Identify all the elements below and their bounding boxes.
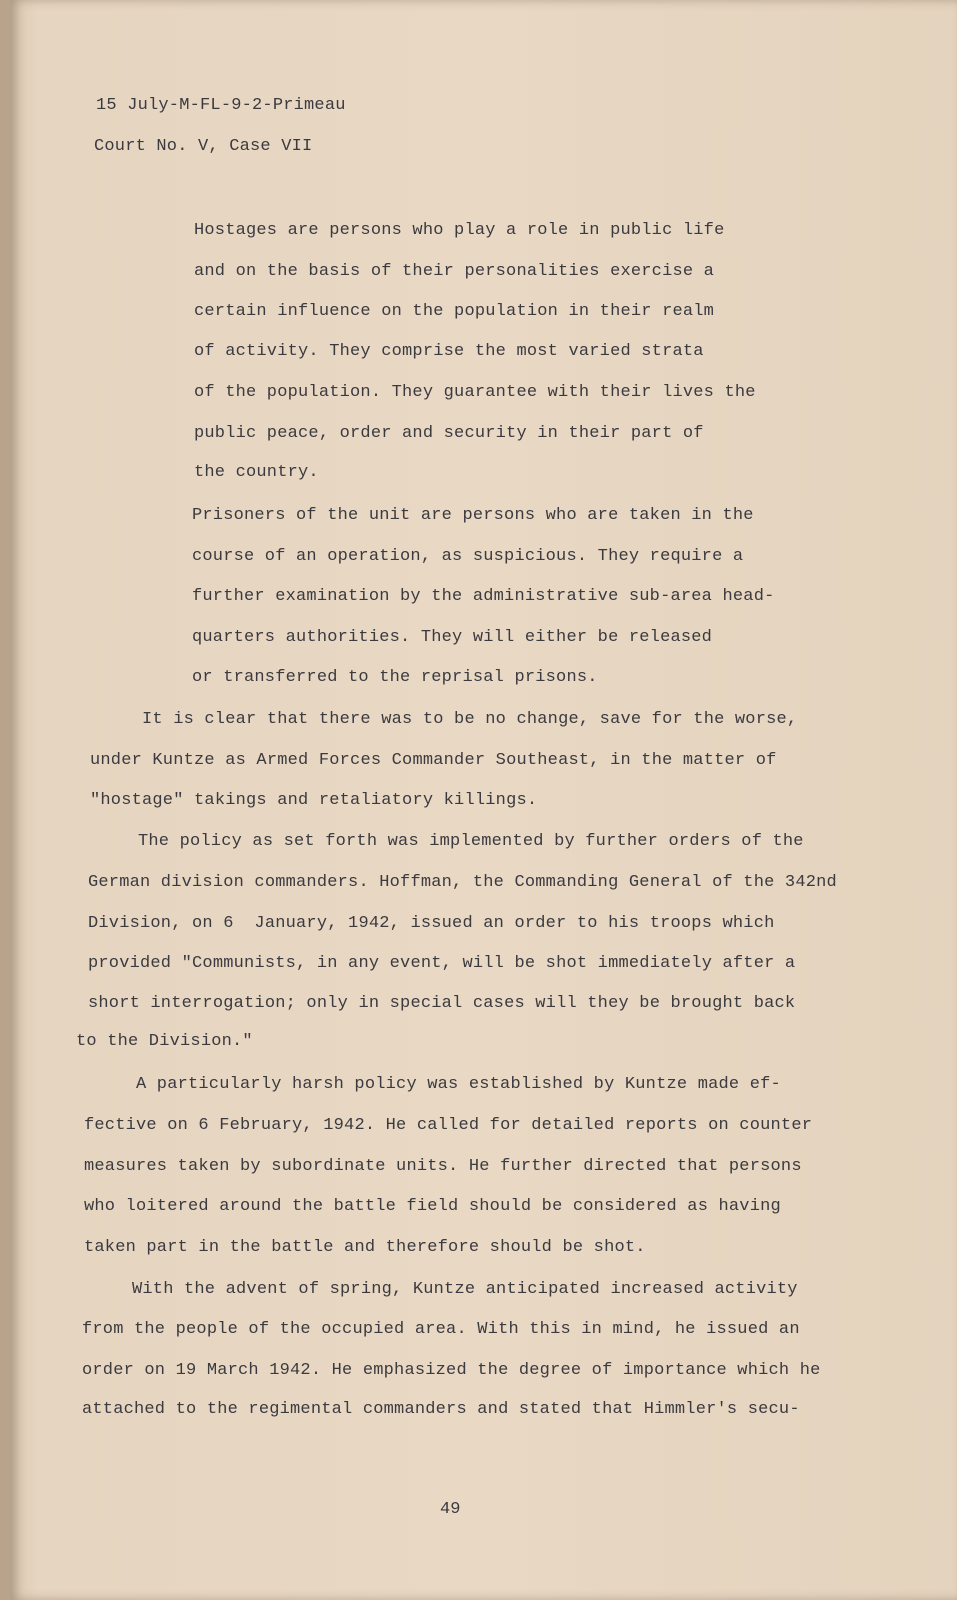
quote-line: or transferred to the reprisal prisons.	[192, 668, 598, 687]
quote-line: certain influence on the population in their realm	[194, 302, 715, 321]
quote-line: the country.	[194, 463, 319, 482]
body-line: under Kuntze as Armed Forces Commander Southeast, in the matter of	[90, 751, 777, 770]
body-line: short interrogation; only in special cases will they be brought back	[88, 994, 796, 1013]
body-line: to the Division."	[76, 1032, 253, 1051]
body-line: from the people of the occupied area. With this in mind, he issued an	[82, 1320, 800, 1339]
body-line: The policy as set forth was implemented by further orders of the	[138, 832, 804, 851]
page-number: 49	[440, 1500, 461, 1519]
quote-line: of the population. They guarantee with their lives the	[194, 383, 756, 402]
body-line: It is clear that there was to be no change, save for the worse,	[142, 710, 798, 729]
body-line: who loitered around the battle field should be considered as having	[84, 1197, 781, 1216]
body-line: A particularly harsh policy was established by Kuntze made ef-	[136, 1075, 781, 1094]
document-page	[10, 0, 957, 1600]
body-line: Division, on 6 January, 1942, issued an order to his troops which	[88, 914, 775, 933]
quote-line: Hostages are persons who play a role in public life	[194, 221, 725, 240]
quote-line: public peace, order and security in their part of	[194, 424, 704, 443]
quote-line: of activity. They comprise the most varied strata	[194, 342, 704, 361]
body-line: measures taken by subordinate units. He further directed that persons	[84, 1157, 802, 1176]
body-line: taken part in the battle and therefore should be shot.	[84, 1238, 646, 1257]
body-line: German division commanders. Hoffman, the Commanding General of the 342nd	[88, 873, 837, 892]
court-case-line: Court No. V, Case VII	[94, 137, 313, 156]
quote-line: further examination by the administrative sub-area head-	[192, 587, 775, 606]
quote-line: course of an operation, as suspicious. They require a	[192, 547, 744, 566]
document-reference: 15 July-M-FL-9-2-Primeau	[96, 96, 346, 115]
body-line: attached to the regimental commanders and stated that Himmler's secu-	[82, 1400, 800, 1419]
quote-line: and on the basis of their personalities exercise a	[194, 262, 715, 281]
body-line: order on 19 March 1942. He emphasized the degree of importance which he	[82, 1361, 821, 1380]
quote-line: Prisoners of the unit are persons who are taken in the	[192, 506, 754, 525]
body-line: provided "Communists, in any event, will be shot immediately after a	[88, 954, 796, 973]
quote-line: quarters authorities. They will either be released	[192, 628, 713, 647]
body-line: fective on 6 February, 1942. He called for detailed reports on counter	[84, 1116, 813, 1135]
body-line: "hostage" takings and retaliatory killings.	[90, 791, 538, 810]
body-line: With the advent of spring, Kuntze anticipated increased activity	[132, 1280, 798, 1299]
